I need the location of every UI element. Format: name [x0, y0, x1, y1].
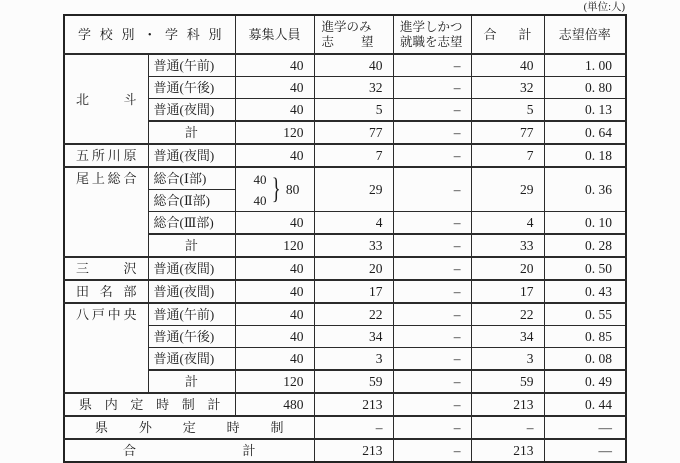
capacity-cell: 40: [235, 54, 314, 77]
table-row: [64, 99, 626, 122]
ratio-cell: 0. 13: [544, 99, 626, 122]
header-advance-and-job: [393, 15, 471, 54]
dept-cell: 総合(Ⅱ部): [148, 190, 235, 212]
ratio-cell: 0. 43: [544, 280, 626, 303]
school-cell: 北斗: [64, 54, 148, 144]
total-cell: 3: [471, 348, 544, 371]
advance-cell: 77: [314, 121, 393, 144]
advance-job-cell: –: [393, 393, 471, 416]
header-advance-and-job-line2: 就職を志望: [400, 34, 463, 49]
advance-job-cell: –: [393, 77, 471, 99]
dept-cell: 普通(午後): [148, 77, 235, 99]
capacity-cell: 120: [235, 121, 314, 144]
sum-row: [64, 370, 626, 393]
total-cell: 4: [471, 212, 544, 235]
advance-job-cell: –: [393, 144, 471, 167]
total-cell: 17: [471, 280, 544, 303]
ratio-cell: 0. 49: [544, 370, 626, 393]
capacity-cell: 480: [235, 393, 314, 416]
ratio-cell: 0. 44: [544, 393, 626, 416]
ratio-cell: 0. 50: [544, 257, 626, 280]
school-cell: 尾上総合: [64, 167, 148, 257]
table-row: [64, 303, 626, 326]
pref-parttime-total-row: [64, 393, 626, 416]
advance-job-cell: –: [393, 370, 471, 393]
advance-cell: 29: [314, 167, 393, 212]
ratio-cell: 0. 85: [544, 326, 626, 348]
dept-cell: 普通(夜間): [148, 348, 235, 371]
header-row: [64, 15, 626, 54]
advance-job-cell: –: [393, 326, 471, 348]
header-advance-and-job-line1: 進学しかつ: [400, 19, 463, 34]
dept-cell: 普通(午前): [148, 303, 235, 326]
advance-cell: 32: [314, 77, 393, 99]
capacity-cell: 40: [235, 326, 314, 348]
sum-label-cell: 計: [148, 370, 235, 393]
header-advance-only-line2: 志望: [321, 34, 374, 49]
advance-cell: 40: [314, 54, 393, 77]
table-row: [64, 326, 626, 348]
school-cell: 三沢: [64, 257, 148, 280]
enrollment-table: [63, 14, 627, 463]
table-row: [64, 212, 626, 235]
ratio-cell: 0. 10: [544, 212, 626, 235]
sum-row: [64, 234, 626, 257]
advance-cell: 3: [314, 348, 393, 371]
advance-job-cell: –: [393, 212, 471, 235]
sum-label-cell: 計: [148, 121, 235, 144]
total-cell: 59: [471, 370, 544, 393]
total-cell: 33: [471, 234, 544, 257]
sum-label-cell: 計: [148, 234, 235, 257]
capacity-cell: 40: [235, 212, 314, 235]
capacity-part2: 40: [253, 192, 267, 208]
table-row: [64, 144, 626, 167]
advance-job-cell: –: [393, 234, 471, 257]
table-row: [64, 348, 626, 371]
advance-job-cell: –: [393, 257, 471, 280]
capacity-cell: 40: [235, 348, 314, 371]
ratio-cell: 0. 08: [544, 348, 626, 371]
ratio-cell: 0. 18: [544, 144, 626, 167]
capacity-bracket-cell: [235, 167, 314, 212]
grand-total-row: [64, 439, 626, 462]
ratio-cell: 0. 64: [544, 121, 626, 144]
advance-job-cell: –: [393, 280, 471, 303]
capacity-cell: 40: [235, 257, 314, 280]
row-label: 県内定時制計: [64, 393, 235, 416]
total-cell: 32: [471, 77, 544, 99]
advance-job-cell: –: [393, 54, 471, 77]
header-capacity: 募集人員: [235, 15, 314, 54]
capacity-cell: 120: [235, 234, 314, 257]
advance-cell: 20: [314, 257, 393, 280]
advance-cell: –: [314, 416, 393, 439]
brace-glyph: }: [271, 171, 281, 205]
ratio-cell: 0. 36: [544, 167, 626, 212]
capacity-cell: 40: [235, 303, 314, 326]
sum-row: [64, 121, 626, 144]
header-total: 合計: [471, 15, 544, 54]
total-cell: 34: [471, 326, 544, 348]
ratio-cell: 0. 28: [544, 234, 626, 257]
dept-cell: 総合(Ⅰ部): [148, 167, 235, 190]
advance-cell: 59: [314, 370, 393, 393]
advance-cell: 5: [314, 99, 393, 122]
advance-job-cell: –: [393, 167, 471, 212]
table-row: [64, 280, 626, 303]
total-cell: 213: [471, 439, 544, 462]
row-label: 合計: [64, 439, 314, 462]
advance-cell: 33: [314, 234, 393, 257]
advance-job-cell: –: [393, 303, 471, 326]
total-cell: 5: [471, 99, 544, 122]
dept-cell: 普通(午後): [148, 326, 235, 348]
table-row: [64, 257, 626, 280]
table-row: [64, 54, 626, 77]
total-cell: 77: [471, 121, 544, 144]
ratio-cell: —: [544, 439, 626, 462]
dept-cell: 普通(夜間): [148, 99, 235, 122]
row-label: 県外定時制: [64, 416, 314, 439]
dept-cell: 普通(夜間): [148, 144, 235, 167]
capacity-part1: 40: [253, 171, 267, 187]
capacity-subtotal: 80: [285, 181, 300, 197]
header-ratio: 志望倍率: [544, 15, 626, 54]
advance-job-cell: –: [393, 348, 471, 371]
school-cell: 田名部: [64, 280, 148, 303]
school-cell: 八戸中央: [64, 303, 148, 393]
capacity-cell: 40: [235, 99, 314, 122]
capacity-cell: 120: [235, 370, 314, 393]
table-row: [64, 167, 626, 190]
capacity-cell: 40: [235, 77, 314, 99]
advance-cell: 213: [314, 393, 393, 416]
advance-cell: 34: [314, 326, 393, 348]
capacity-cell: 40: [235, 280, 314, 303]
total-cell: 29: [471, 167, 544, 212]
total-cell: 22: [471, 303, 544, 326]
ratio-cell: 0. 55: [544, 303, 626, 326]
header-advance-only-line1: 進学のみ: [321, 19, 372, 34]
table-row: [64, 77, 626, 99]
advance-job-cell: –: [393, 121, 471, 144]
ratio-cell: —: [544, 416, 626, 439]
header-school-dept: 学校別・学科別: [64, 15, 235, 54]
advance-job-cell: –: [393, 99, 471, 122]
advance-cell: 7: [314, 144, 393, 167]
school-cell: 五所川原: [64, 144, 148, 167]
total-cell: 7: [471, 144, 544, 167]
dept-cell: 総合(Ⅲ部): [148, 212, 235, 235]
header-advance-only: [314, 15, 393, 54]
advance-cell: 17: [314, 280, 393, 303]
advance-job-cell: –: [393, 416, 471, 439]
advance-cell: 213: [314, 439, 393, 462]
total-cell: –: [471, 416, 544, 439]
unit-note: (単位:人): [583, 2, 625, 13]
total-cell: 40: [471, 54, 544, 77]
ratio-cell: 1. 00: [544, 54, 626, 77]
advance-cell: 22: [314, 303, 393, 326]
dept-cell: 普通(夜間): [148, 257, 235, 280]
advance-cell: 4: [314, 212, 393, 235]
capacity-cell: 40: [235, 144, 314, 167]
total-cell: 213: [471, 393, 544, 416]
total-cell: 20: [471, 257, 544, 280]
ratio-cell: 0. 80: [544, 77, 626, 99]
dept-cell: 普通(夜間): [148, 280, 235, 303]
outside-pref-parttime-row: [64, 416, 626, 439]
dept-cell: 普通(午前): [148, 54, 235, 77]
advance-job-cell: –: [393, 439, 471, 462]
